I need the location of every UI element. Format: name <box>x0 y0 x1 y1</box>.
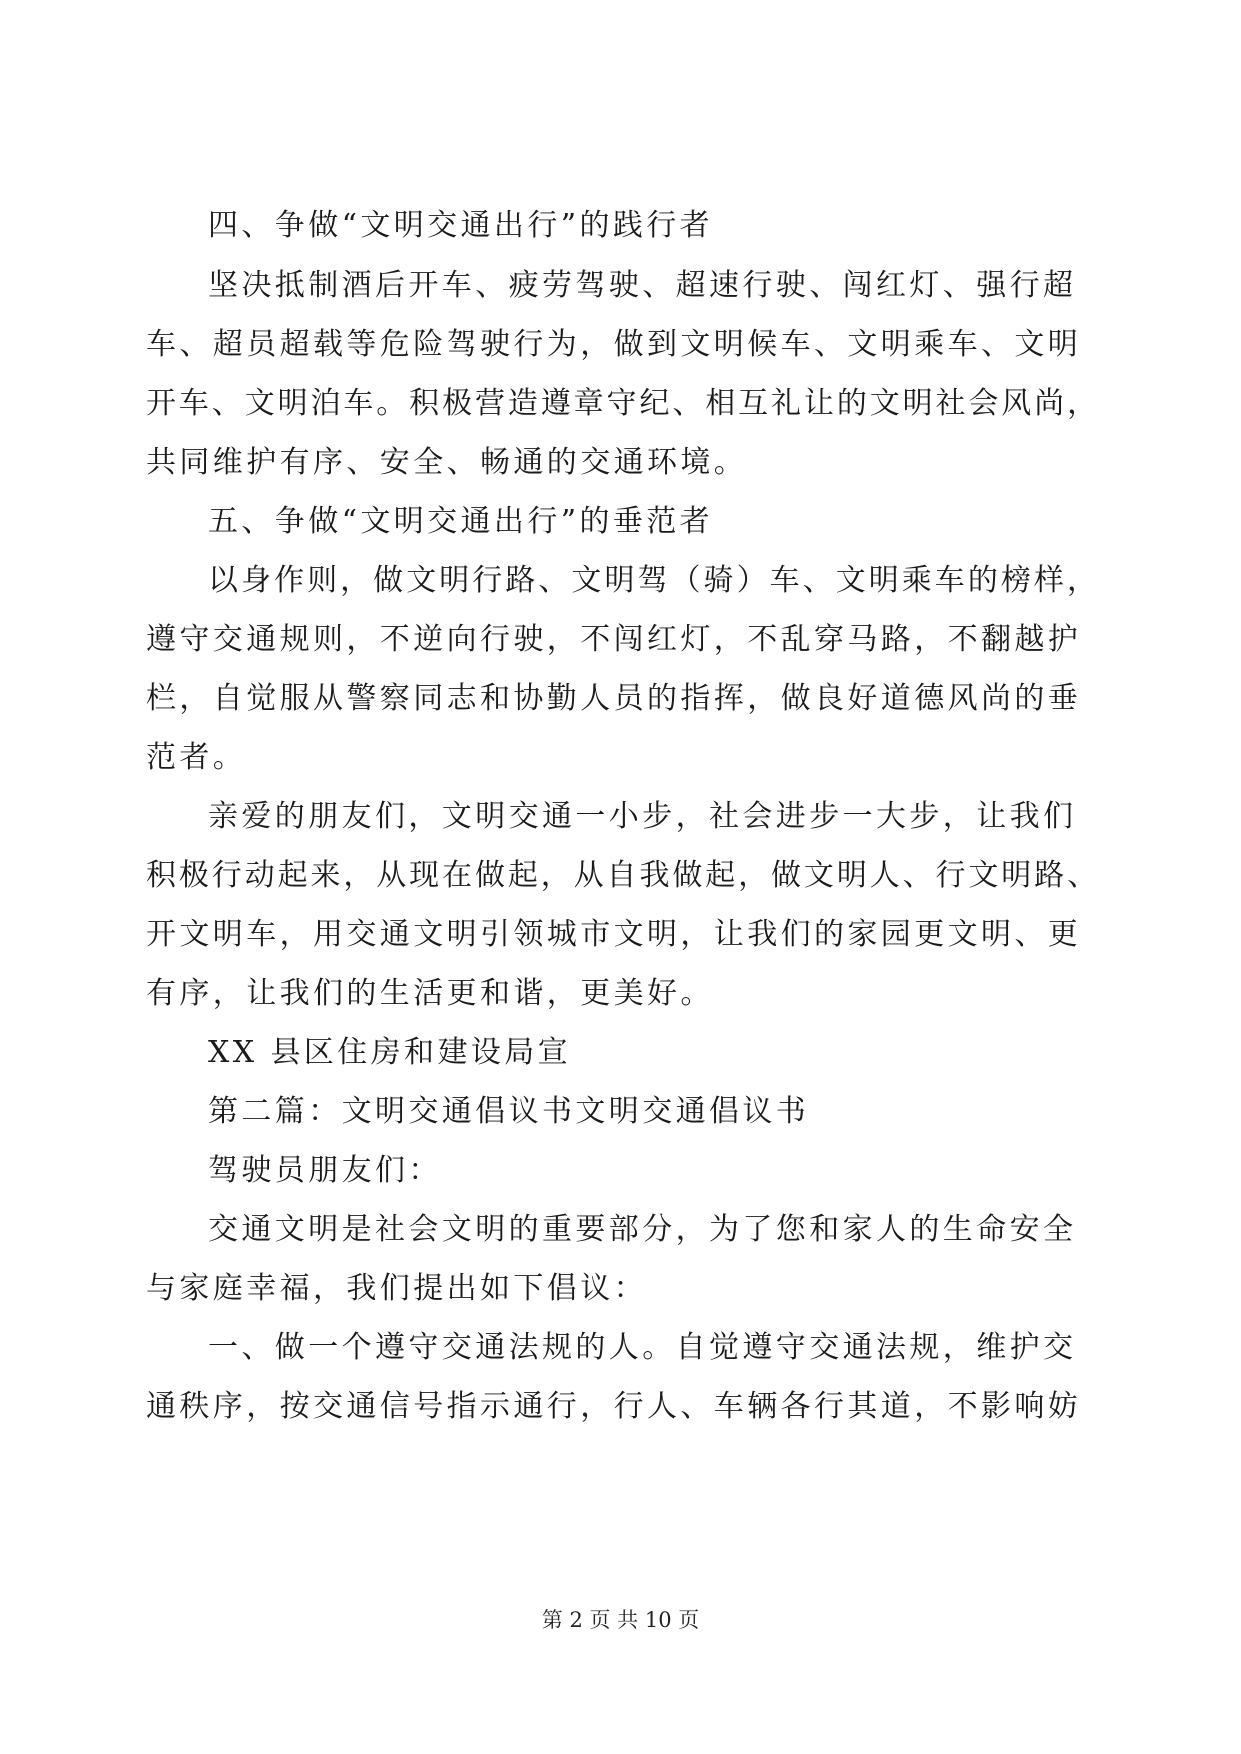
paragraph-line <box>0 1210 1241 1250</box>
text-line: 坚决抵制酒后开车、疲劳驾驶、超速行驶、闯红灯、强行超 <box>208 268 1077 303</box>
section-title <box>0 1092 1241 1132</box>
paragraph-line <box>0 266 1241 306</box>
text-line: 交通文明是社会文明的重要部分，为了您和家人的生命安全 <box>208 1212 1077 1247</box>
text-line: 共同维护有序、安全、畅通的交通环境。 <box>146 445 748 480</box>
text-line: 遵守交通规则，不逆向行驶，不闯红灯，不乱穿马路，不翻越护 <box>146 622 1082 657</box>
text-line: 范者。 <box>146 740 247 775</box>
paragraph-line <box>0 856 1241 896</box>
paragraph-line <box>0 443 1241 483</box>
text-line: 五、争做“文明交通出行”的垂范者 <box>208 504 714 539</box>
paragraph-line <box>0 738 1241 778</box>
text-line: 驾驶员朋友们： <box>208 1153 442 1188</box>
salutation <box>0 1151 1241 1191</box>
paragraph-line <box>0 915 1241 955</box>
signature-line <box>0 1033 1241 1073</box>
paragraph-line <box>0 797 1241 837</box>
text-line: 一、做一个遵守交通法规的人。自觉遵守交通法规，维护交 <box>208 1330 1077 1365</box>
text-line: 四、争做“文明交通出行”的践行者 <box>208 208 714 243</box>
text-line: 有序，让我们的生活更和谐，更美好。 <box>146 976 714 1011</box>
paragraph-line <box>0 384 1241 424</box>
text-line: XX 县区住房和建设局宣 <box>208 1035 572 1070</box>
text-line: 车、超员超载等危险驾驶行为，做到文明候车、文明乘车、文明 <box>146 327 1082 362</box>
text-line: 第二篇：文明交通倡议书文明交通倡议书 <box>208 1094 810 1129</box>
paragraph-line <box>0 679 1241 719</box>
paragraph-line <box>0 325 1241 365</box>
paragraph-line <box>0 1328 1241 1368</box>
paragraph-line <box>0 620 1241 660</box>
heading-five <box>0 502 1241 542</box>
paragraph-line <box>0 561 1241 601</box>
text-line: 开文明车，用交通文明引领城市文明，让我们的家园更文明、更 <box>146 917 1082 952</box>
page-number-footer: 第 2 页 共 10 页 <box>541 1608 700 1632</box>
paragraph-line <box>0 1269 1241 1309</box>
paragraph-line <box>0 974 1241 1014</box>
text-line: 与家庭幸福，我们提出如下倡议： <box>146 1271 647 1306</box>
text-line: 通秩序，按交通信号指示通行，行人、车辆各行其道，不影响妨 <box>146 1389 1082 1424</box>
text-line: 亲爱的朋友们，文明交通一小步，社会进步一大步，让我们 <box>208 799 1077 834</box>
heading-four <box>0 206 1241 246</box>
text-line: 开车、文明泊车。积极营造遵章守纪、相互礼让的文明社会风尚， <box>146 386 1100 421</box>
text-line: 积极行动起来，从现在做起，从自我做起，做文明人、行文明路、 <box>146 858 1100 893</box>
paragraph-line <box>0 1387 1241 1427</box>
text-line: 以身作则，做文明行路、文明驾（骑）车、文明乘车的榜样， <box>208 563 1100 598</box>
text-line: 栏，自觉服从警察同志和协勤人员的指挥，做良好道德风尚的垂 <box>146 681 1082 716</box>
